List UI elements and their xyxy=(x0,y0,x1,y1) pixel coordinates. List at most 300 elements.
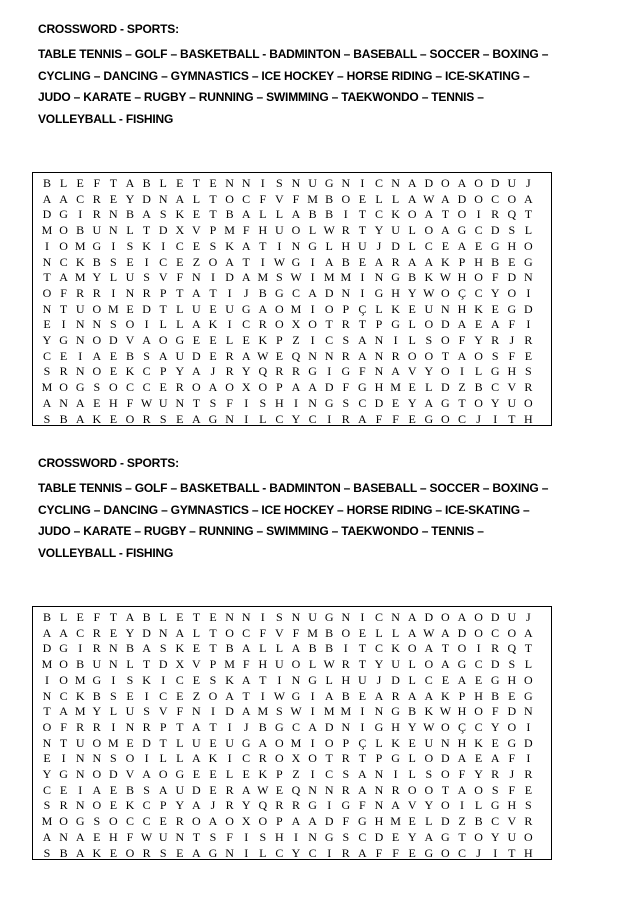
grid-letter: P xyxy=(209,223,217,238)
grid-letter: C xyxy=(275,411,284,426)
grid-letter: N xyxy=(524,270,533,285)
grid-letter: A xyxy=(125,610,135,624)
grid-letter: L xyxy=(474,798,483,813)
grid-letter: C xyxy=(491,814,500,829)
grid-letter: D xyxy=(324,814,334,829)
grid-letter: D xyxy=(374,829,384,844)
grid-letter: N xyxy=(158,625,168,640)
grid-letter: C xyxy=(159,688,168,703)
grid-letter: I xyxy=(460,798,464,813)
grid-letter: Y xyxy=(374,657,384,672)
grid-letter: B xyxy=(125,348,134,363)
grid-letter: N xyxy=(42,254,52,269)
grid-letter: E xyxy=(474,238,483,253)
grid-letter: R xyxy=(142,845,151,860)
grid-letter: B xyxy=(325,625,334,640)
grid-letter: H xyxy=(374,380,384,395)
grid-letter: N xyxy=(441,735,450,750)
grid-letter: M xyxy=(74,270,86,285)
grid-letter: D xyxy=(225,704,234,719)
grid-letter: U xyxy=(507,610,517,624)
grid-letter: T xyxy=(242,688,250,703)
grid-letter: H xyxy=(258,223,268,238)
grid-letter: R xyxy=(275,798,284,813)
grid-letter: K xyxy=(225,672,234,687)
grid-letter: E xyxy=(408,380,416,395)
grid-letter: X xyxy=(291,317,301,332)
grid-letter: O xyxy=(225,625,234,640)
grid-letter: G xyxy=(59,333,68,347)
grid-letter: E xyxy=(391,395,400,410)
grid-letter: C xyxy=(59,688,68,703)
grid-letter: G xyxy=(308,364,317,379)
grid-letter: O xyxy=(424,223,434,238)
grid-letter: I xyxy=(310,270,315,285)
grid-letter: N xyxy=(374,782,384,797)
grid-letter: A xyxy=(424,207,434,222)
grid-letter: A xyxy=(324,254,334,269)
grid-letter: Y xyxy=(374,223,384,238)
grid-letter: G xyxy=(391,751,400,766)
grid-letter: K xyxy=(142,238,151,253)
grid-letter: Y xyxy=(92,704,102,719)
grid-letter: K xyxy=(391,207,400,222)
grid-letter: E xyxy=(209,610,217,624)
grid-letter: I xyxy=(310,688,315,703)
grid-letter: C xyxy=(374,610,383,624)
grid-letter: O xyxy=(507,191,517,206)
grid-letter: O xyxy=(424,751,434,766)
grid-letter: G xyxy=(291,254,301,269)
grid-letter: F xyxy=(491,704,499,719)
grid-letter: G xyxy=(308,798,317,813)
grid-letter: L xyxy=(408,333,416,347)
grid-letter: U xyxy=(192,301,201,316)
grid-letter: G xyxy=(241,301,251,316)
grid-letter: D xyxy=(324,285,334,300)
grid-letter: V xyxy=(275,191,284,206)
grid-letter: G xyxy=(324,829,334,844)
grid-letter: N xyxy=(524,704,533,719)
grid-letter: A xyxy=(142,207,151,222)
grid-letter: H xyxy=(457,735,467,750)
grid-letter: O xyxy=(258,814,268,829)
grid-letter: E xyxy=(209,348,217,363)
grid-letter: S xyxy=(508,223,516,238)
grid-letter: R xyxy=(524,814,533,829)
grid-letter: A xyxy=(407,191,417,206)
grid-letter: X xyxy=(291,751,301,766)
grid-letter: G xyxy=(324,610,334,624)
grid-letter: L xyxy=(109,270,118,285)
grid-letter: O xyxy=(42,285,52,300)
grid-letter: L xyxy=(159,610,167,624)
grid-letter: O xyxy=(474,782,483,797)
grid-letter: D xyxy=(324,380,334,395)
grid-letter: L xyxy=(259,845,267,860)
grid-letter: B xyxy=(142,610,151,624)
grid-letter: R xyxy=(291,798,300,813)
grid-letter: L xyxy=(375,191,383,206)
grid-letter: C xyxy=(491,191,500,206)
grid-letter: A xyxy=(175,191,185,206)
grid-letter: C xyxy=(142,380,151,395)
grid-letter: G xyxy=(374,285,384,300)
grid-letter: G xyxy=(275,285,284,300)
grid-letter: A xyxy=(42,625,52,640)
grid-letter: H xyxy=(457,301,467,316)
grid-letter: U xyxy=(75,735,85,750)
grid-letter: U xyxy=(358,238,367,253)
grid-letter: S xyxy=(276,704,283,719)
grid-letter: G xyxy=(358,380,367,395)
grid-letter: Ç xyxy=(457,719,466,734)
grid-letter: F xyxy=(93,176,101,190)
grid-letter: K xyxy=(175,641,185,656)
grid-letter: N xyxy=(225,845,234,860)
grid-letter: F xyxy=(508,317,516,332)
grid-letter: J xyxy=(476,411,481,426)
grid-letter: E xyxy=(109,798,118,813)
grid-letter: F xyxy=(342,814,350,829)
grid-letter: L xyxy=(192,191,201,206)
grid-letter: D xyxy=(109,767,118,781)
grid-letter: E xyxy=(109,625,118,640)
grid-letter: J xyxy=(509,767,515,781)
grid-letter: N xyxy=(374,270,384,285)
grid-letter: F xyxy=(392,411,399,426)
grid-letter: G xyxy=(59,767,68,781)
grid-letter: K xyxy=(75,688,85,703)
grid-letter: T xyxy=(109,610,118,624)
grid-letter: A xyxy=(441,191,450,206)
grid-letter: N xyxy=(225,610,234,624)
grid-letter: E xyxy=(508,688,516,703)
grid-letter: Q xyxy=(258,798,268,813)
grid-letter: T xyxy=(209,641,217,656)
grid-letter: N xyxy=(308,348,317,363)
grid-letter: M xyxy=(290,301,302,316)
grid-letter: C xyxy=(457,411,466,426)
grid-letter: O xyxy=(407,782,417,797)
grid-letter: N xyxy=(175,829,185,844)
grid-letter: I xyxy=(327,411,332,426)
grid-letter: S xyxy=(143,348,150,363)
grid-letter: C xyxy=(374,176,383,190)
grid-letter: C xyxy=(491,380,500,395)
grid-letter: P xyxy=(276,380,283,395)
grid-letter: U xyxy=(125,270,135,285)
grid-letter: S xyxy=(43,411,51,426)
grid-letter: K xyxy=(75,254,85,269)
grid-letter: L xyxy=(159,317,167,332)
grid-letter: U xyxy=(192,735,201,750)
grid-letter: I xyxy=(260,688,265,703)
grid-letter: C xyxy=(291,719,300,734)
grid-letter: X xyxy=(241,380,251,395)
grid-letter: L xyxy=(176,317,184,332)
grid-letter: N xyxy=(374,798,384,813)
grid-letter: E xyxy=(358,688,367,703)
grid-letter: U xyxy=(358,672,367,687)
grid-letter: M xyxy=(307,191,318,206)
grid-letter: F xyxy=(508,751,516,766)
grid-letter: E xyxy=(109,782,118,797)
word-list xyxy=(38,44,548,130)
grid-letter: Y xyxy=(241,364,251,379)
grid-letter: G xyxy=(490,798,500,813)
grid-letter: R xyxy=(59,798,68,813)
grid-letter: U xyxy=(175,782,185,797)
grid-letter: Q xyxy=(291,348,301,363)
grid-letter: A xyxy=(374,688,384,703)
grid-letter: I xyxy=(327,845,332,860)
grid-letter: M xyxy=(108,301,119,316)
grid-letter: S xyxy=(159,845,167,860)
grid-letter: N xyxy=(158,191,168,206)
grid-letter: D xyxy=(142,735,151,750)
grid-letter: O xyxy=(441,333,450,347)
grid-letter: W xyxy=(257,782,269,797)
grid-letter: G xyxy=(175,767,185,781)
grid-letter: A xyxy=(59,704,68,719)
grid-letter: O xyxy=(208,688,218,703)
grid-letter: U xyxy=(275,657,284,672)
grid-letter: I xyxy=(526,285,531,300)
grid-letter: G xyxy=(490,238,500,253)
grid-letter: N xyxy=(291,238,301,253)
grid-letter: H xyxy=(341,238,351,253)
grid-letter: I xyxy=(393,333,398,347)
grid-letter: Q xyxy=(507,641,517,656)
grid-letter: A xyxy=(125,176,135,190)
grid-letter: D xyxy=(192,348,201,363)
grid-letter: O xyxy=(524,672,533,687)
grid-letter: A xyxy=(457,176,467,190)
grid-letter: E xyxy=(408,411,416,426)
grid-letter: O xyxy=(441,176,450,190)
grid-letter: T xyxy=(59,301,68,316)
grid-letter: N xyxy=(192,270,201,285)
grid-letter: O xyxy=(92,333,102,347)
grid-letter: D xyxy=(441,317,450,332)
grid-letter: M xyxy=(323,270,335,285)
grid-letter: R xyxy=(258,317,267,332)
grid-letter: A xyxy=(424,254,434,269)
grid-letter: O xyxy=(225,814,234,829)
grid-letter: N xyxy=(374,333,384,347)
grid-letter: T xyxy=(159,735,167,750)
grid-letter: O xyxy=(407,641,417,656)
grid-letter: S xyxy=(209,829,217,844)
grid-letter: I xyxy=(310,301,315,316)
grid-letter: A xyxy=(258,301,268,316)
grid-letter: E xyxy=(93,395,101,410)
grid-letter: S xyxy=(110,751,117,766)
grid-letter: O xyxy=(524,395,533,410)
grid-letter: E xyxy=(192,333,201,347)
grid-letter: F xyxy=(458,767,466,781)
grid-letter: J xyxy=(376,238,382,253)
grid-letter: L xyxy=(391,191,400,206)
grid-letter: C xyxy=(242,625,251,640)
grid-letter: P xyxy=(458,688,466,703)
grid-letter: E xyxy=(176,254,184,269)
grid-letter: K xyxy=(92,411,102,426)
grid-letter: A xyxy=(407,254,417,269)
grid-letter: Y xyxy=(291,845,301,860)
grid-letter: O xyxy=(424,317,434,332)
grid-letter: O xyxy=(59,380,68,395)
grid-letter: O xyxy=(92,767,102,781)
grid-letter: G xyxy=(324,395,334,410)
grid-letter: O xyxy=(92,301,102,316)
grid-letter: O xyxy=(192,814,201,829)
grid-letter: H xyxy=(341,672,351,687)
grid-letter: D xyxy=(524,301,533,316)
grid-letter: A xyxy=(457,238,467,253)
grid-letter: J xyxy=(476,845,481,860)
grid-letter: T xyxy=(358,223,367,238)
grid-letter: R xyxy=(92,719,101,734)
grid-letter: G xyxy=(524,254,533,269)
grid-letter: T xyxy=(142,657,151,672)
grid-letter: V xyxy=(125,767,135,781)
grid-letter: B xyxy=(408,704,417,719)
grid-letter: A xyxy=(92,782,102,797)
grid-letter: I xyxy=(161,238,166,253)
grid-letter: V xyxy=(507,814,517,829)
grid-letter: C xyxy=(374,207,383,222)
grid-letter: F xyxy=(491,270,499,285)
grid-letter: N xyxy=(374,767,384,781)
grid-letter: L xyxy=(375,301,383,316)
grid-letter: T xyxy=(43,704,51,719)
grid-letter: Y xyxy=(407,395,417,410)
grid-letter: F xyxy=(60,285,67,300)
grid-letter: U xyxy=(158,395,168,410)
grid-letter: A xyxy=(92,348,102,363)
grid-letter: R xyxy=(391,254,400,269)
grid-letter: K xyxy=(208,317,218,332)
grid-letter: I xyxy=(111,672,116,687)
grid-letter: B xyxy=(325,191,334,206)
grid-letter: N xyxy=(75,317,85,332)
grid-letter: O xyxy=(59,814,68,829)
grid-letter: A xyxy=(192,845,201,860)
grid-letter: A xyxy=(75,845,85,860)
grid-letter: R xyxy=(258,751,267,766)
grid-letter: O xyxy=(457,641,467,656)
grid-letter: W xyxy=(323,223,335,238)
grid-letter: K xyxy=(391,301,400,316)
grid-letter: D xyxy=(391,238,400,253)
grid-letter: R xyxy=(391,688,400,703)
grid-letter: A xyxy=(241,704,251,719)
grid-letter: R xyxy=(524,380,533,395)
grid-letter: I xyxy=(360,610,365,624)
grid-letter: T xyxy=(242,254,250,269)
grid-letter: E xyxy=(408,814,416,829)
grid-letter: T xyxy=(176,719,184,734)
grid-letter: I xyxy=(360,704,365,719)
grid-letter: H xyxy=(109,829,118,844)
grid-letter: F xyxy=(359,364,366,379)
grid-letter: E xyxy=(192,238,201,253)
puzzle-title: CROSSWORD - SPORTS: xyxy=(38,22,179,36)
grid-letter: I xyxy=(526,751,531,766)
grid-letter: E xyxy=(441,672,450,687)
grid-letter: H xyxy=(374,814,384,829)
grid-letter: H xyxy=(258,657,268,672)
grid-letter: A xyxy=(374,254,384,269)
grid-letter: E xyxy=(275,782,284,797)
grid-letter: E xyxy=(524,348,533,363)
grid-letter: V xyxy=(507,380,517,395)
grid-letter: N xyxy=(192,704,201,719)
grid-letter: O xyxy=(92,364,102,379)
grid-letter: E xyxy=(408,845,416,860)
grid-letter: E xyxy=(109,191,118,206)
grid-letter: A xyxy=(241,270,251,285)
grid-letter: A xyxy=(192,751,201,766)
grid-letter: O xyxy=(275,301,284,316)
grid-letter: O xyxy=(441,411,450,426)
grid-letter: F xyxy=(126,829,134,844)
grid-letter: M xyxy=(41,814,53,829)
grid-letter: Y xyxy=(241,798,251,813)
grid-letter: H xyxy=(524,411,533,426)
grid-letter: G xyxy=(424,411,434,426)
grid-letter: A xyxy=(59,625,68,640)
grid-letter: S xyxy=(491,782,499,797)
grid-letter: E xyxy=(192,672,201,687)
grid-letter: F xyxy=(359,798,366,813)
grid-letter: S xyxy=(525,798,532,813)
grid-letter: A xyxy=(175,625,185,640)
grid-letter: I xyxy=(343,207,348,222)
grid-letter: F xyxy=(242,223,250,238)
grid-letter: I xyxy=(227,751,232,766)
grid-letter: O xyxy=(424,782,434,797)
grid-letter: V xyxy=(407,798,417,813)
grid-letter: T xyxy=(142,223,151,238)
grid-letter: I xyxy=(310,704,315,719)
grid-letter: Q xyxy=(258,364,268,379)
grid-letter: U xyxy=(507,395,517,410)
grid-letter: F xyxy=(508,782,516,797)
grid-letter: I xyxy=(327,798,332,813)
grid-letter: N xyxy=(341,176,351,190)
grid-letter: C xyxy=(275,845,284,860)
grid-letter: M xyxy=(41,223,53,238)
word-list xyxy=(38,478,548,564)
grid-letter: O xyxy=(441,798,450,813)
grid-letter: T xyxy=(109,176,118,190)
grid-letter: B xyxy=(225,641,234,656)
grid-letter: K xyxy=(125,364,135,379)
grid-letter: J xyxy=(526,176,531,190)
grid-letter: B xyxy=(76,657,85,672)
grid-letter: J xyxy=(210,364,216,379)
grid-letter: B xyxy=(308,207,317,222)
grid-letter: R xyxy=(175,814,184,829)
grid-letter: T xyxy=(209,625,217,640)
grid-letter: I xyxy=(161,672,166,687)
grid-letter: K xyxy=(474,735,483,750)
grid-letter: P xyxy=(159,798,167,813)
grid-letter: A xyxy=(75,411,85,426)
